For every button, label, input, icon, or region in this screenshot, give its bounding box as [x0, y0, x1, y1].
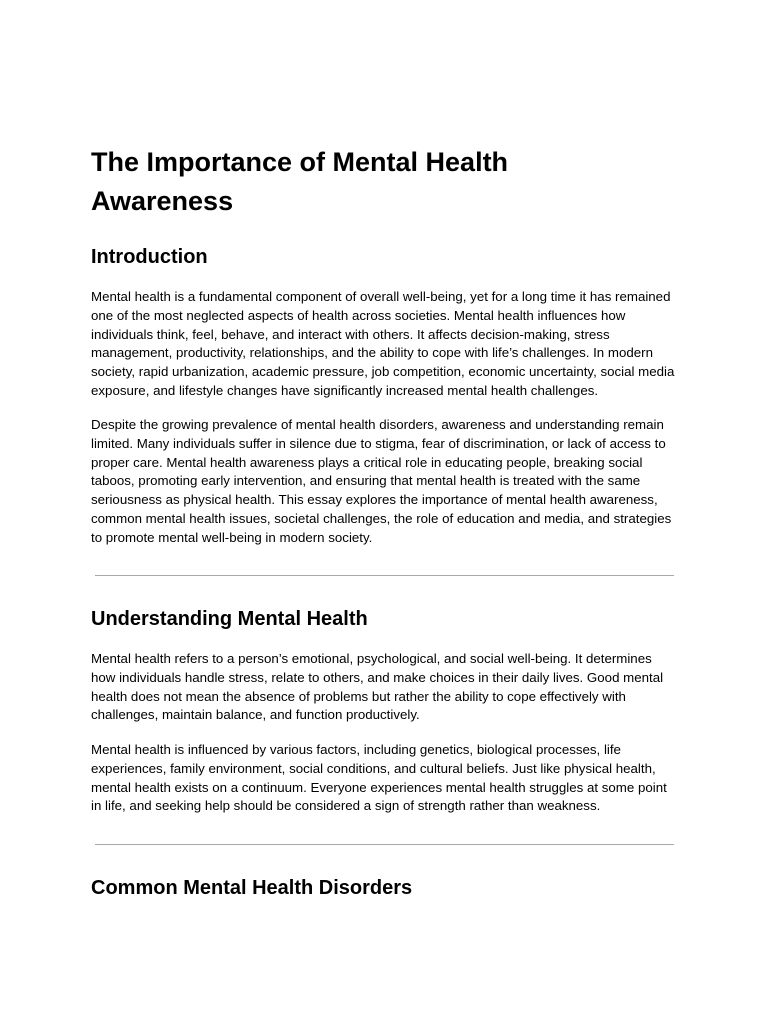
paragraph-understanding-2: Mental health is influenced by various factors, including genetics, biological processes, life experiences, family environment, social conditions, and cultural beliefs. Just like physical health, mental health exists on a continuum. Everyone experiences mental health struggles at some point in life, and seeking help should be considered a sign of strength rather than weakness. — [91, 742, 667, 814]
paragraph-understanding-1: Mental health refers to a person’s emotional, psychological, and social well-being. It determines how individuals handle stress, relate to others, and make choices in their daily lives. Good mental health does not mean the absence of problems but rather the ability to cope effectively with challenges, maintain balance, and function productively. — [91, 651, 664, 723]
section-heading-disorders: Common Mental Health Disorders — [91, 877, 413, 899]
paragraph-introduction-1: Mental health is a fundamental component of overall well-being, yet for a long time it has remained one of the most neglected aspects of health across societies. Mental health influences how individuals think, feel, behave, and interact with others. It affects decision-making, stress management, productivity, relationships, and the ability to cope with life’s challenges. In modern society, rapid urbanization, academic pressure, job competition, economic uncertainty, social media exposure, and lifestyle changes have significantly increased mental health challenges. — [91, 289, 675, 398]
page-title: The Importance of Mental Health Awareness — [91, 147, 509, 216]
section-divider — [95, 575, 674, 576]
section-heading-understanding: Understanding Mental Health — [91, 608, 368, 630]
paragraph-introduction-2: Despite the growing prevalence of mental health disorders, awareness and understanding remain limited. Many individuals suffer in silence due to stigma, fear of discrimination, or lack of access to proper care. Mental health awareness plays a critical role in educating people, breaking social taboos, promoting early intervention, and ensuring that mental health is treated with the same seriousness as physical health. This essay explores the importance of mental health awareness, common mental health issues, societal challenges, the role of education and media, and strategies to promote mental well-being in modern society. — [91, 417, 672, 545]
section-heading-introduction: Introduction — [91, 246, 208, 268]
section-divider — [95, 844, 674, 845]
